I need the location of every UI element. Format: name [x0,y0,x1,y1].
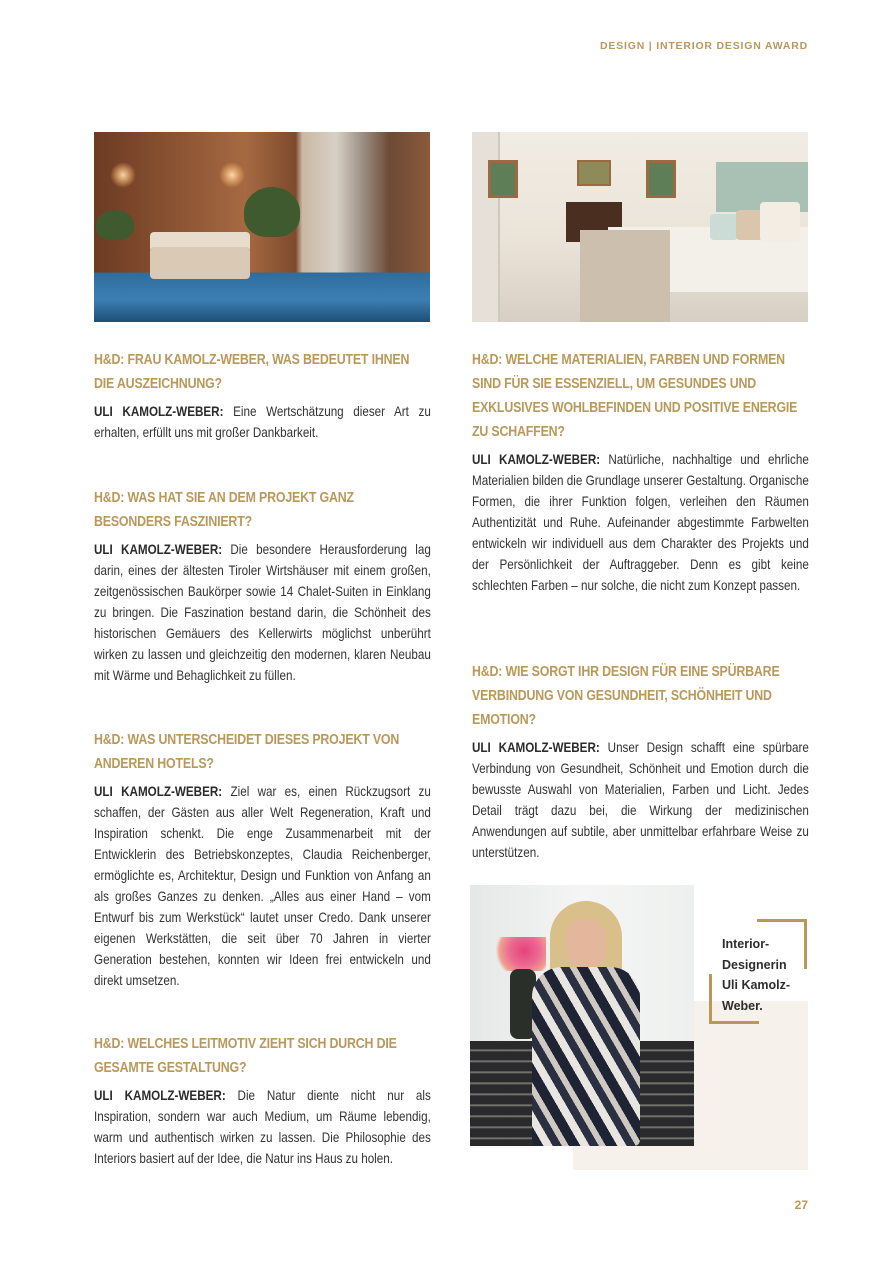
question-text: FRAU KAMOLZ-WEBER, WAS BEDEUTET IHNEN DIE AUSZEICHNUNG? [94,352,410,392]
speaker-label: ULI KAMOLZ-WEBER: [472,451,601,467]
caption-line: Interior- [722,937,770,951]
interview-block [94,728,431,991]
question-prefix: H&D: [94,490,125,506]
interview-answer [94,1085,431,1169]
question-text: WAS HAT SIE AN DEM PROJEKT GANZ BESONDERS FASZINIERT? [94,490,354,530]
question-prefix: H&D: [472,352,503,368]
caption-line: Uli Kamolz- [722,978,791,992]
question-text: WELCHES LEITMOTIV ZIEHT SICH DURCH DIE GESAMTE GESTALTUNG? [94,1036,397,1076]
wall-light [219,162,245,188]
interview-block [472,348,809,596]
interview-answer [472,449,809,596]
pink-flowers [492,937,546,971]
interview-question [94,486,431,534]
caption-line: Designerin [722,957,787,972]
interview-block [94,1032,431,1169]
question-text: WELCHE MATERIALIEN, FARBEN UND FORMEN SIND FÜR SIE ESSENZIELL, UM GESUNDES UND EXKLUSIVES WOHLBEFINDEN UND POSITIVE ENERGIE ZU SCHAFFEN? [472,352,798,440]
interview-block [472,660,809,863]
answer-text: Ziel war es, einen Rückzugsort zu schaffen, der Gästen aus aller Welt Regeneration, Kraft und Inspiration schenkt. Die enge Zusammenarbeit mit der Entwicklerin des Betriebskonzeptes, Claudia Reichenberger, ermöglichte es, Architektur, Design und Funktion von Anfang an als großes Ganzes zu denken. „Alles aus einer Hand – vom Entwurf bis zum Werkstück“ lautet unser Credo. Dank unserer eigenen Werkstätten, die seit über 70 Jahren in vierter Generation bestehen, konnten wir Ideen frei entwickeln und direkt umsetzen. [94,783,431,988]
question-prefix: H&D: [472,664,503,680]
patterned-dress [532,967,640,1146]
hotel-bedroom-photo [472,132,808,322]
plant [96,210,134,240]
designer-portrait-photo [470,885,694,1146]
caption-line: Weber. [722,998,763,1013]
answer-text: Natürliche, nachhaltige und ehrliche Materialien bilden die Grundlage unserer Gestaltung. Organische Formen, die ihrer Funktion folgen, verleihen den Räumen Authentizität und Ruhe. Aufeinander abgestimmte Farbwelten entwickeln wir individuell aus dem Charakter des Projekts und der Persönlichkeit der Auftraggeber. Denn es gibt keine schlechten Farben – nur solche, die nicht zum Konzept passen. [472,451,809,593]
question-prefix: H&D: [94,732,125,748]
interview-answer [94,539,431,686]
question-text: WAS UNTERSCHEIDET DIESES PROJEKT VON ANDEREN HOTELS? [94,732,400,772]
section-header: DESIGN | INTERIOR DESIGN AWARD [600,40,808,52]
window [488,160,518,198]
interview-block [94,486,431,686]
face [566,919,606,969]
bed-throw [580,230,670,322]
speaker-label: ULI KAMOLZ-WEBER: [94,783,223,799]
lounge-bed [150,247,250,279]
question-text: WIE SORGT IHR DESIGN FÜR EINE SPÜRBARE VERBINDUNG VON GESUNDHEIT, SCHÖNHEIT UND EMOTION? [472,664,780,728]
answer-text: Die besondere Herausforderung lag darin, eines der ältesten Tiroler Wirtshäuser mit einem großen, zeitgenössischen Baukörper sowie 14 Chalet-Suiten in Einklang zu bringen. Die Faszination bestand darin, die Schönheit des historischen Gemäuers des Kellerwirts möglichst unberührt wirken zu lassen und gleichzeitig den modernen, klaren Neubau mit Wärme und Behaglichkeit zu füllen. [94,541,431,683]
spa-pool-lounge-photo [94,132,430,322]
window [646,160,676,198]
interview-block [94,348,431,443]
answer-text: Die Natur diente nicht nur als Inspiration, sondern war auch Medium, um Räume lebendig, warm und authentisch wirken zu lassen. Die Philosophie des Interiors basiert auf der Idee, die Natur ins Haus zu holen. [94,1087,431,1166]
wall-picture [577,160,611,186]
interview-question [472,660,809,732]
question-prefix: H&D: [94,1036,125,1052]
pillow [760,202,800,242]
interview-answer [472,737,809,863]
speaker-label: ULI KAMOLZ-WEBER: [94,1087,226,1103]
plant [244,187,300,237]
speaker-label: ULI KAMOLZ-WEBER: [94,541,223,557]
interview-question [472,348,809,444]
interview-question [94,728,431,776]
speaker-label: ULI KAMOLZ-WEBER: [472,739,600,755]
page-number: 27 [794,1198,808,1212]
answer-text: Unser Design schafft eine spürbare Verbindung von Gesundheit, Schönheit und Emotion durch die bewusste Auswahl von Materialien, Farben und Licht. Jedes Detail trägt dazu bei, die Wirkung der medizinischen Anwendungen auf subtile, aber unmittelbar erfahrbare Weise zu unterstützen. [472,739,809,860]
interview-question [94,348,431,396]
question-prefix: H&D: [94,352,125,368]
wall-light [110,162,136,188]
interview-question [94,1032,431,1080]
interview-answer [94,401,431,443]
pillow [710,214,738,240]
portrait-caption [722,934,806,1016]
speaker-label: ULI KAMOLZ-WEBER: [94,403,224,419]
interview-answer [94,781,431,991]
answer-text: Eine Wertschätzung dieser Art zu erhalten, erfüllt uns mit großer Dankbarkeit. [94,403,431,440]
